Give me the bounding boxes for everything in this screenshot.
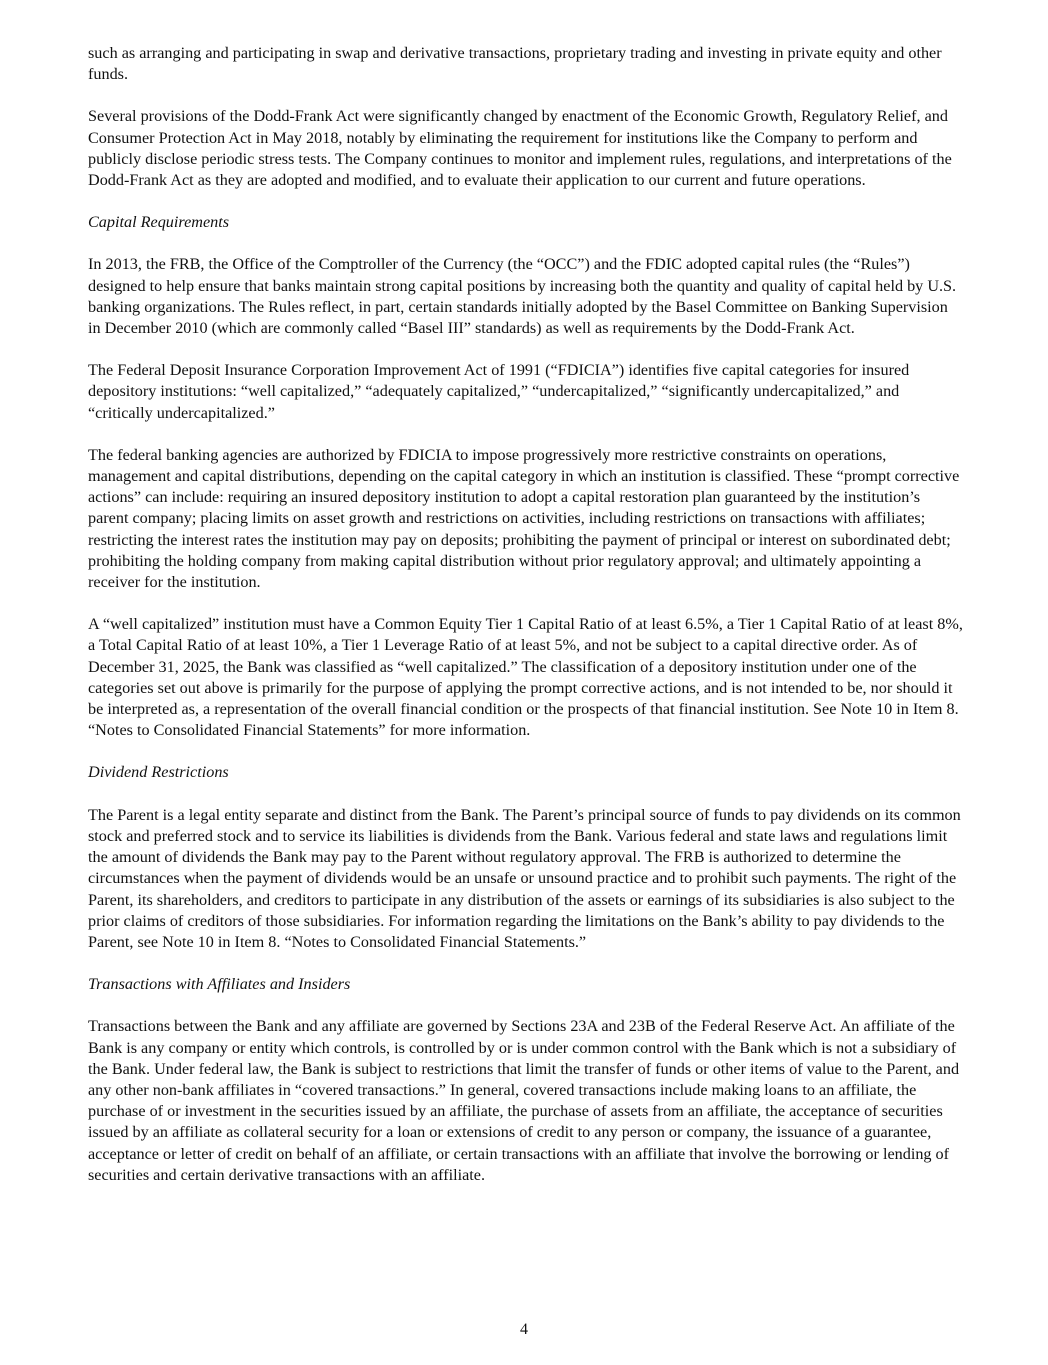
paragraph: The Parent is a legal entity separate and distinct from the Bank. The Parent’s principal source of funds to pay dividends on its common stock and preferred stock and to service its liabilities is dividends from the Bank. Various federal and state laws and regulations limit the amount of dividends the Bank may pay to the Parent without regulatory approval. The FRB is authorized to determine the circumstances when the payment of dividends would be an unsafe or unsound practice and to prohibit such payments. The right of the Parent, its shareholders, and creditors to participate in any distribution of the assets or earnings of its subsidiaries is also subject to the prior claims of creditors of those subsidiaries. For information regarding the limitations on the Bank’s ability to pay dividends to the Parent, see Note 10 in Item 8. “Notes to Consolidated Financial Statements.” [88,805,961,951]
section-intro [88,43,964,191]
section-heading: Dividend Restrictions [88,763,229,782]
section-dividend-restrictions [88,762,964,953]
paragraph: In 2013, the FRB, the Office of the Comptroller of the Currency (the “OCC”) and the FDIC adopted capital rules (the “Rules”) designed to help ensure that banks maintain strong capital positions by increasing both the quantity and quality of capital held by U.S. banking organizations. The Rules reflect, in part, certain standards initially adopted by the Basel Committee on Banking Supervision in December 2010 (which are commonly called “Basel III” standards) as well as requirements by the Dodd-Frank Act. [88,255,957,338]
section-capital-requirements [88,212,964,741]
paragraph: such as arranging and participating in swap and derivative transactions, proprietary trading and investing in private equity and other funds. [88,44,942,84]
paragraph: A “well capitalized” institution must have a Common Equity Tier 1 Capital Ratio of at least 6.5%, a Tier 1 Capital Ratio of at least 8%, a Total Capital Ratio of at least 10%, a Tier 1 Leverage Ratio of at least 5%, and not be subject to a capital directive order. As of December 31, 2025, the Bank was classified as “well capitalized.” The classification of a depository institution under one of the categories set out above is primarily for the purpose of applying the prompt corrective actions, and is not intended to be, nor should it be interpreted as, a representation of the overall financial condition or the prospects of that financial institution. See Note 10 in Item 8. “Notes to Consolidated Financial Statements” for more information. [88,615,963,740]
paragraph: Transactions between the Bank and any affiliate are governed by Sections 23A and 23B of the Federal Reserve Act. An affiliate of the Bank is any company or entity which controls, is controlled by or is under common control with the Bank which is not a subsidiary of the Bank. Under federal law, the Bank is subject to restrictions that limit the transfer of funds or other items of value to the Parent, and any other non-bank affiliates in “covered transactions.” In general, covered transactions include making loans to an affiliate, the purchase of or investment in the securities issued by an affiliate, the purchase of assets from an affiliate, the acceptance of securities issued by an affiliate as collateral security for a loan or extensions of credit to any person or company, the issuance of a guarantee, acceptance or letter of credit on behalf of an affiliate, or certain transactions with an affiliate that involve the borrowing or lending of securities and certain derivative transactions with an affiliate. [88,1017,960,1184]
paragraph: The federal banking agencies are authorized by FDICIA to impose progressively more restrictive constraints on operations, management and capital distributions, depending on the capital category in which an institution is classified. These “prompt corrective actions” can include: requiring an insured depository institution to adopt a capital restoration plan guaranteed by the institution’s parent company; placing limits on asset growth and restrictions on activities, including restrictions on transactions with affiliates; restricting the interest rates the institution may pay on deposits; prohibiting the payment of principal or interest on subordinated debt; prohibiting the holding company from making capital distribution without prior regulatory approval; and ultimately appointing a receiver for the institution. [88,445,960,592]
section-transactions-with-affiliates [88,974,964,1186]
page-number: 4 [520,1321,528,1338]
paragraph: Several provisions of the Dodd-Frank Act were significantly changed by enactment of the Economic Growth, Regulatory Relief, and Consumer Protection Act in May 2018, notably by eliminating the requirement for institutions like the Company to perform and publicly disclose periodic stress tests. The Company continues to monitor and implement rules, regulations, and interpretations of the Dodd-Frank Act as they are adopted and modified, and to evaluate their application to our current and future operations. [88,107,952,190]
section-heading: Capital Requirements [88,213,230,232]
paragraph: The Federal Deposit Insurance Corporation Improvement Act of 1991 (“FDICIA”) identifies five capital categories for insured depository institutions: “well capitalized,” “adequately capitalized,” “undercapitalized,” “significantly undercapitalized,” and “critically undercapitalized.” [88,361,910,422]
document-page [88,43,964,1207]
section-heading: Transactions with Affiliates and Insiders [88,975,351,994]
